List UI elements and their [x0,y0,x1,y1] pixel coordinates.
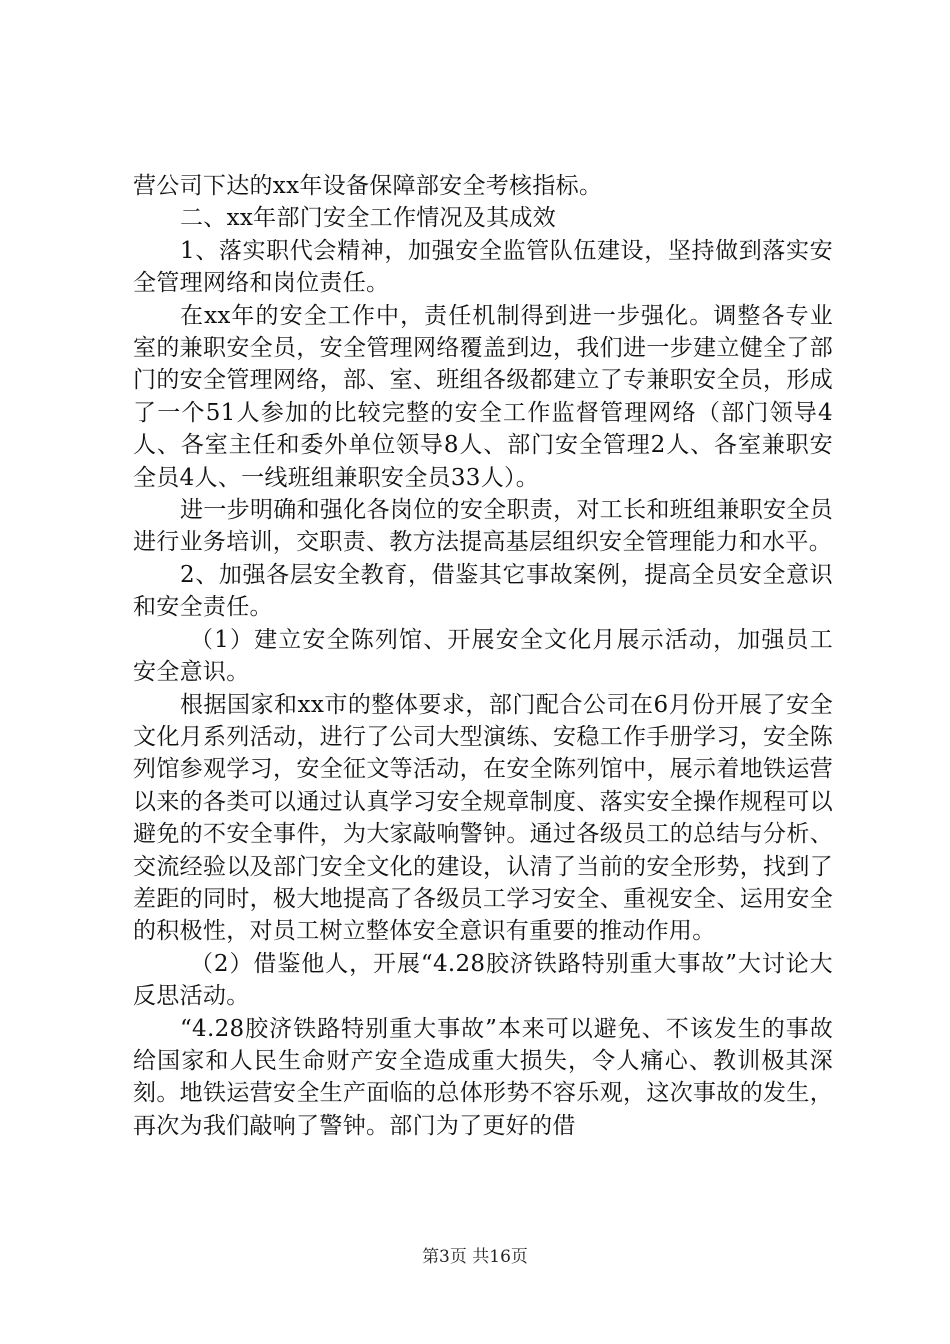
document-body [133,170,833,1142]
paragraph-culture-month: 根据国家和xx市的整体要求，部门配合公司在6月份开展了安全文化月系列活动，进行了公司大型演练、安稳工作手册学习，安全陈列馆参观学习，安全征文等活动，在安全陈列馆中，展示着地铁运营以来的各类可以通过认真学习安全规章制度、落实安全操作规程可以避免的不安全事件，为大家敲响警钟。通过各级员工的总结与分析、交流经验以及部门安全文化的建设，认清了当前的安全形势，找到了差距的同时，极大地提高了各级员工学习安全、重视安全、运用安全的积极性，对员工树立整体安全意识有重要的推动作用。 [133,691,833,945]
paragraph-accident: “4.28胶济铁路特别重大事故”本来可以避免、不该发生的事故给国家和人民生命财产安全造成重大损失，令人痛心、教训极其深刻。地铁运营安全生产面临的总体形势不容乐观，这次事故的发生，再次为我们敲响了警钟。部门为了更好的借 [133,1015,833,1139]
paragraph-continuation: 营公司下达的xx年设备保障部安全考核指标。 [133,173,603,199]
item-heading-2: （2）借鉴他人，开展“4.28胶济铁路特别重大事故”大讨论大反思活动。 [133,950,833,1010]
paragraph-duties: 进一步明确和强化各岗位的安全职责，对工长和班组兼职安全员进行业务培训，交职责、教方法提高基层组织安全管理能力和水平。 [133,497,833,556]
section-heading-2: 二、xx年部门安全工作情况及其成效 [180,205,557,232]
subheading-1: 1、落实职代会精神，加强安全监管队伍建设，坚持做到落实安全管理网络和岗位责任。 [133,237,833,297]
subheading-2: 2、加强各层安全教育，借鉴其它事故案例，提高全员安全意识和安全责任。 [133,561,833,621]
paragraph-responsibility: 在xx年的安全工作中，责任机制得到进一步强化。调整各专业室的兼职安全员，安全管理网络覆盖到边，我们进一步建立健全了部门的安全管理网络，部、室、班组各级都建立了专兼职安全员，形成了一个51人参加的比较完整的安全工作监督管理网络（部门领导4人、各室主任和委外单位领导8人、部门安全管理2人、各室兼职安全员4人、一线班组兼职安全员33人）。 [133,302,833,491]
item-heading-1: （1）建立安全陈列馆、开展安全文化月展示活动，加强员工安全意识。 [133,626,833,686]
page-number-footer: 第3页 共16页 [422,1247,528,1267]
